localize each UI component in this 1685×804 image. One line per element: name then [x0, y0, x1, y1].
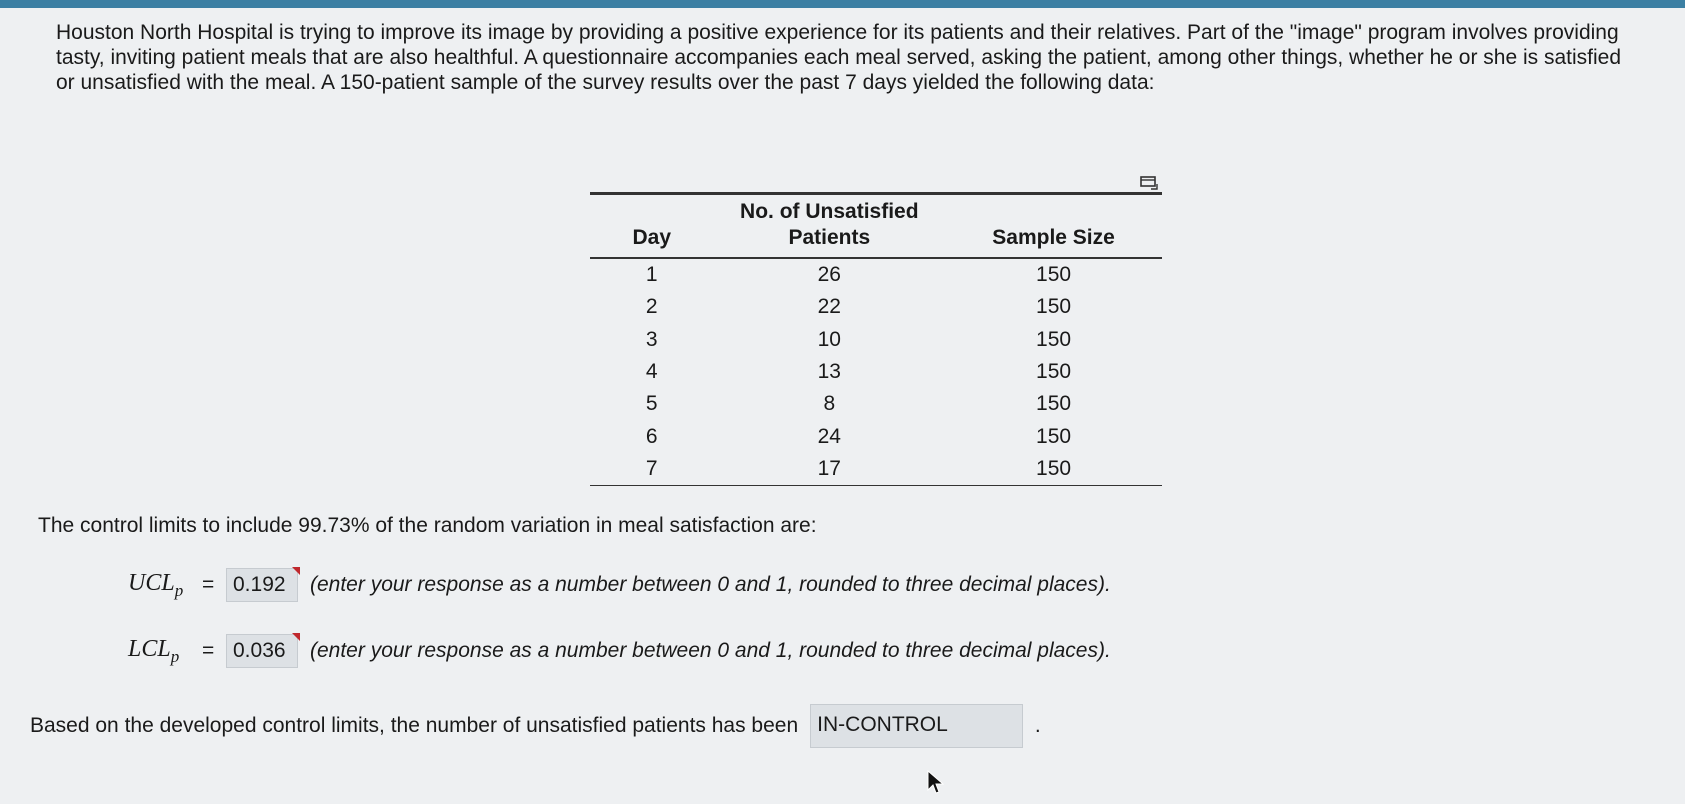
table-row	[590, 291, 1162, 323]
cell-sample-size: 150	[1036, 295, 1072, 319]
cell-unsatisfied: 22	[817, 295, 841, 319]
cell-day: 7	[590, 453, 714, 486]
cell-unsatisfied: 26	[817, 263, 841, 287]
table-row	[590, 388, 1162, 420]
header-day: Day	[590, 194, 714, 258]
cell-sample-size: 150	[1036, 360, 1072, 384]
lcl-symbol-sub: p	[170, 646, 180, 666]
conclusion-row	[30, 704, 1041, 748]
cell-day: 5	[645, 392, 658, 416]
table-row	[590, 356, 1162, 388]
top-accent-bar	[0, 0, 1685, 8]
cell-sample-size: 150	[1036, 263, 1072, 287]
lcl-row	[128, 634, 1111, 668]
ucl-hint: (enter your response as a number between 0 and 1, rounded to three decimal places).	[310, 573, 1111, 596]
cell-day: 1	[645, 263, 658, 287]
header-unsatisfied-line2: Patients	[788, 226, 871, 249]
table-row	[590, 420, 1162, 452]
ucl-symbol-sub: p	[174, 580, 184, 600]
ucl-symbol	[128, 570, 202, 601]
incorrect-flag-icon	[292, 567, 300, 575]
header-unsatisfied-line1: No. of Unsatisfied	[740, 200, 919, 223]
conclusion-text: Based on the developed control limits, the number of unsatisfied patients has been	[30, 714, 799, 737]
lcl-equals: =	[202, 639, 215, 662]
limits-intro: The control limits to include 99.73% of the random variation in meal satisfaction are:	[38, 514, 817, 537]
mouse-pointer-icon	[926, 770, 944, 796]
ucl-answer-value: 0.192	[233, 573, 286, 596]
table-row	[590, 258, 1162, 291]
conclusion-period: .	[1034, 714, 1041, 737]
cell-unsatisfied: 10	[817, 327, 841, 351]
cell-unsatisfied: 8	[823, 392, 836, 416]
header-unsatisfied	[714, 194, 946, 258]
incorrect-flag-icon	[292, 633, 300, 641]
cell-unsatisfied: 24	[817, 424, 841, 448]
table-row	[590, 453, 1162, 486]
cell-day: 3	[645, 327, 658, 351]
cell-sample-size: 150	[1036, 424, 1072, 448]
ucl-answer-field[interactable]	[226, 568, 298, 602]
ucl-equals: =	[202, 573, 215, 596]
problem-statement: Houston North Hospital is trying to improve its image by providing a positive experience for its patients and their relatives. Part of the "image" program involves providing tasty, inviting patient meals that are also healthful. A questionnaire accompanies each meal served, asking the patient, among other things, whether he or she is satisfied or unsatisfied with the meal. A 150-patient sample of the survey results over the past 7 days yielded the following data:	[56, 21, 1622, 94]
cell-unsatisfied: 13	[817, 360, 841, 384]
lcl-answer-field[interactable]	[226, 634, 298, 668]
data-table-container	[590, 192, 1162, 486]
ucl-row	[128, 568, 1111, 602]
data-table	[590, 192, 1162, 486]
table-row	[590, 324, 1162, 356]
table-header-row	[590, 194, 1162, 258]
cell-sample-size: 150	[1036, 392, 1072, 416]
lcl-symbol	[128, 636, 202, 667]
ucl-symbol-base: UCL	[128, 569, 175, 596]
cell-sample-size: 150	[945, 453, 1162, 486]
cell-day: 4	[645, 360, 658, 384]
header-sample-size: Sample Size	[945, 194, 1162, 258]
cell-day: 2	[645, 295, 658, 319]
lcl-symbol-base: LCL	[128, 635, 171, 662]
lcl-hint: (enter your response as a number between 0 and 1, rounded to three decimal places).	[310, 639, 1111, 662]
control-status-select[interactable]: IN-CONTROL	[810, 704, 1023, 748]
lcl-answer-value: 0.036	[233, 639, 286, 662]
cell-unsatisfied: 17	[714, 453, 946, 486]
cell-day: 6	[645, 424, 658, 448]
cell-sample-size: 150	[1036, 327, 1072, 351]
